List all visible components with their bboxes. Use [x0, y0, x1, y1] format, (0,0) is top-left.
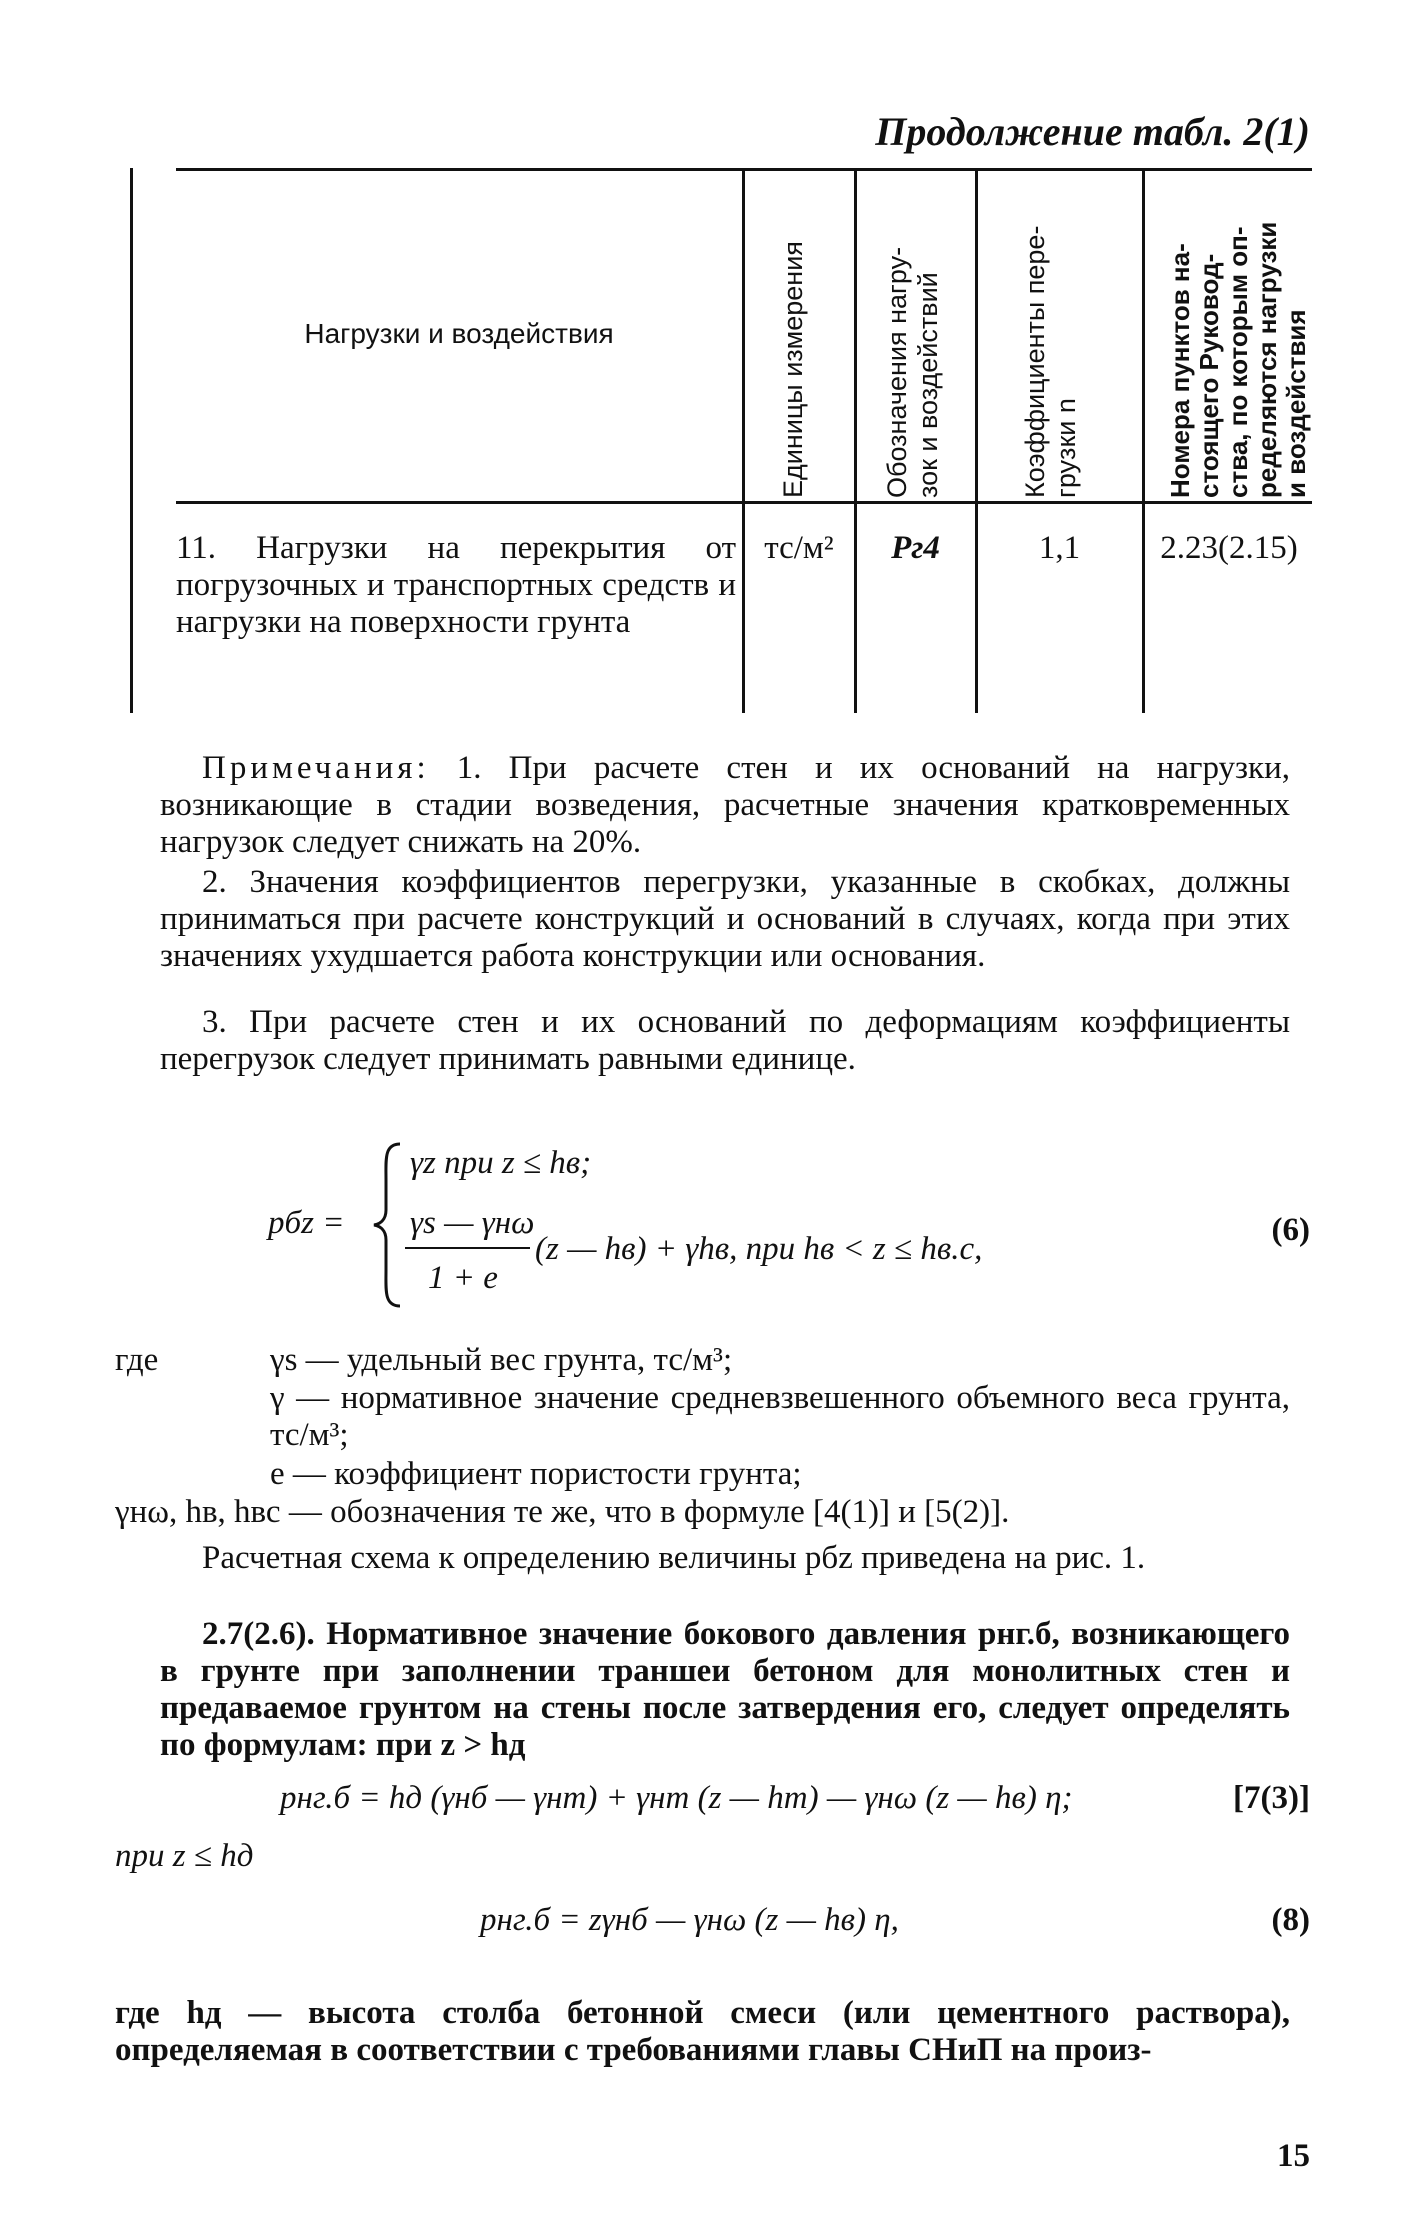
- formula-7: pнг.б = hд (γнб — γнт) + γнт (z — hт) — γнω (z — hв) η;: [280, 1780, 1073, 1816]
- row-description: 11. Нагрузки на перекрытия от погрузочных и транспортных средств и нагрузки на поверхности грунта: [176, 530, 736, 640]
- formula-6-denominator: 1 + e: [428, 1260, 498, 1296]
- formula-6-number: (6): [1271, 1212, 1310, 1248]
- last-paragraph: где hд — высота столба бетонной смеси (или цементного раствора), определяемая в соответствии с требованиями главы СНиП на произ-: [115, 1995, 1290, 2068]
- formula-6-fraction-bar: [405, 1247, 530, 1249]
- note-2: 2. Значения коэффициентов перегрузки, указанные в скобках, должны приниматься при расчете конструкций и оснований в случаях, когда при этих значениях ухудшается работа конструкции или основания.: [160, 864, 1290, 974]
- note-1: [160, 750, 1290, 861]
- formula-6-lhs: pбz =: [268, 1205, 345, 1241]
- note-1-text: 1. При расчете стен и их оснований на нагрузки, возникающие в стадии возведения, расчетные значения кратковременных нагрузок следует снижать на 20%.: [160, 750, 1290, 860]
- row-coefficient: 1,1: [1038, 530, 1081, 566]
- definition-same: γнω, hв, hвс — обозначения те же, что в формуле [4(1)] и [5(2)].: [115, 1494, 1010, 1530]
- section-2-7: 2.7(2.6). Нормативное значение бокового давления pнг.б, возникающего в грунте при заполнении траншеи бетоном для монолитных стен и предаваемое грунтом на стены после затвердения его, следует определять по формулам: при z > hд: [160, 1616, 1290, 1763]
- loads-table: [130, 168, 1312, 713]
- condition-label: при z ≤ hд: [115, 1838, 254, 1874]
- formula-7-number: [7(3)]: [1233, 1780, 1310, 1816]
- header-clauses: Номера пунктов на- стоящего Руковод- ства, по которым оп- ределяются нагрузки и воздействия: [1165, 221, 1311, 498]
- scheme-reference: Расчетная схема к определению величины pбz приведена на рис. 1.: [202, 1540, 1146, 1576]
- page-number: 15: [1277, 2138, 1310, 2174]
- formula-8: pнг.б = zγнб — γнω (z — hв) η,: [480, 1902, 899, 1938]
- definition-gamma-s: γs — удельный вес грунта, тс/м³;: [270, 1342, 733, 1378]
- table-col-rule-2: [854, 168, 857, 713]
- definition-e: e — коэффициент пористости грунта;: [270, 1456, 802, 1492]
- where-label: где: [115, 1342, 159, 1378]
- formula-6-case1: γz при z ≤ hв;: [410, 1145, 592, 1181]
- header-designations: Обозначения нагру- зок и воздействий: [882, 246, 943, 498]
- formula-6-case2: (z — hв) + γhв, при hв < z ≤ hв.с,: [535, 1231, 983, 1267]
- continuation-title: Продолжение табл. 2(1): [875, 109, 1310, 154]
- row-unit: тс/м²: [764, 530, 834, 566]
- header-units: Единицы измерения: [778, 241, 808, 498]
- table-col-rule-4: [1142, 168, 1145, 713]
- row-clause: 2.23(2.15): [1160, 530, 1298, 566]
- notes-label: Примечания:: [202, 750, 430, 786]
- definition-gamma: γ — нормативное значение средневзвешенного объемного веса грунта, тс/м³;: [270, 1380, 1290, 1453]
- table-col-rule-3: [975, 168, 978, 713]
- table-col-rule-1: [742, 168, 745, 713]
- formula-6-brace: [370, 1140, 404, 1310]
- header-coefficients: Коэффициенты пере- грузки n: [1020, 225, 1081, 498]
- row-designation: Pг4: [891, 530, 940, 566]
- formula-6-numerator: γs — γнω: [410, 1205, 535, 1241]
- header-loads: Нагрузки и воздействия: [304, 318, 614, 349]
- table-left-rule: [130, 168, 133, 713]
- note-3: 3. При расчете стен и их оснований по деформациям коэффициенты перегрузок следует принимать равными единице.: [160, 1004, 1290, 1077]
- formula-8-number: (8): [1271, 1902, 1310, 1938]
